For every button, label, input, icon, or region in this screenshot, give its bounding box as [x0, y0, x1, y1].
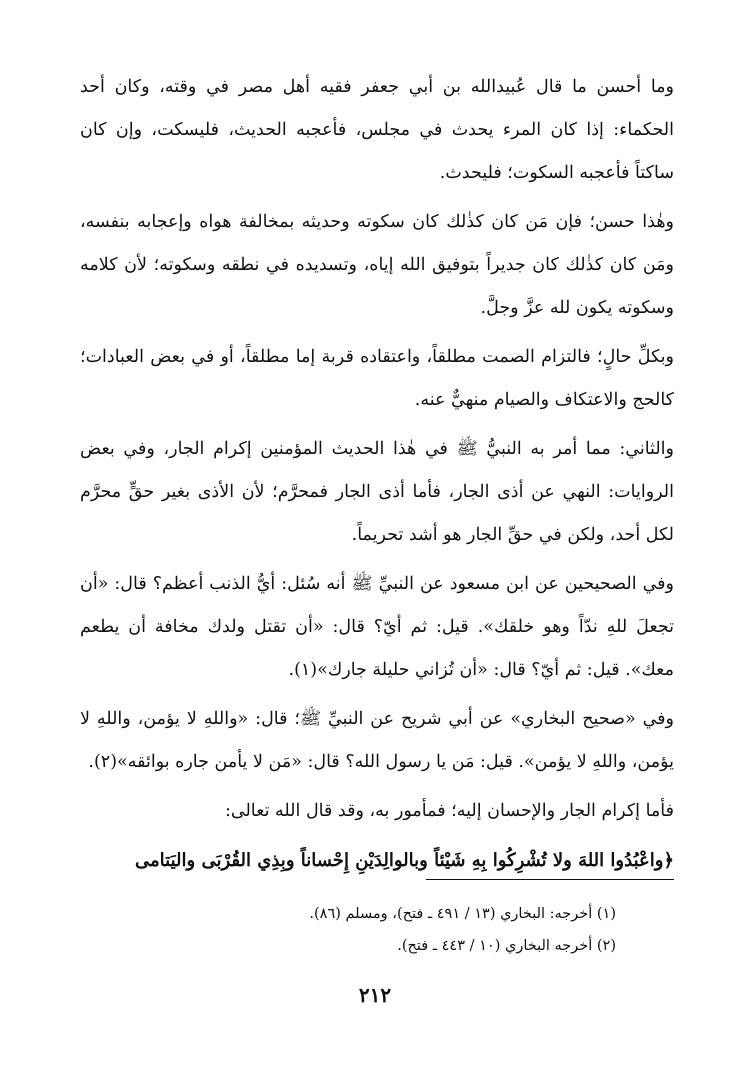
page-number: ٢١٢: [358, 983, 392, 1007]
quran-verse: ﴿واعْبُدُوا اللهَ ولا تُشْرِكُوا بِهِ شَيْئاً وبالوالِدَيْنِ إِحْساناً وبِذِي القُرْبَى واليَتامى: [135, 850, 674, 871]
paragraph-2: وهٰذا حسن؛ فإن مَن كان كذٰلك كان سكوته وحديثه بمخالفة هواه وإعجابه بنفسه، ومَن كان كذٰلك كان جديراً بتوفيق الله إياه، وتسديده في نطقه وسكوته؛ لأن كلامه وسكوته يكون لله عزَّ وجلَّ.: [80, 212, 674, 318]
paragraph-4: والثاني: مما أمر به النبيُّ ﷺ في هٰذا الحديث المؤمنين إكرام الجار، وفي بعض الروايات: النهي عن أذى الجار، فأما أذى الجار فمحرَّم؛ لأن الأذى بغير حقٍّ محرَّم لكل أحد، ولكن في حقِّ الجار هو أشد تحريماً.: [80, 439, 674, 545]
main-text: [80, 66, 674, 882]
paragraph-6: وفي «صحيح البخاري» عن أبي شريح عن النبيِّ ﷺ؛ قال: «واللهِ لا يؤمن، واللهِ لا يؤمن، واللهِ لا يؤمن». قيل: مَن يا رسول الله؟ قال: «مَن لا يأمن جاره بوائقه»(٢).: [80, 709, 674, 772]
footnote-2: (٢) أخرجه البخاري (١٠ / ٤٤٣ ـ فتح).: [397, 938, 616, 954]
footnotes: [116, 898, 616, 962]
paragraph-1: وما أحسن ما قال عُبيدالله بن أبي جعفر فقيه أهل مصر في وقته، وكان أحد الحكماء: إذا كان المرء يحدث في مجلس، فأعجبه الحديث، فليسكت، وإن كان ساكتاً فأعجبه السكوت؛ فليحدث.: [80, 77, 674, 183]
paragraph-3: وبكلِّ حالٍ؛ فالتزام الصمت مطلقاً، واعتقاده قربة إما مطلقاً، أو في بعض العبادات؛ كالحج والاعتكاف والصيام منهيٌّ عنه.: [80, 347, 674, 410]
footnote-divider: [426, 879, 674, 880]
paragraph-7: فأما إكرام الجار والإحسان إليه؛ فمأمور به، وقد قال الله تعالى:: [224, 801, 674, 821]
footnote-1: (١) أخرجه: البخاري (١٣ / ٤٩١ ـ فتح)، ومسلم (٨٦).: [309, 906, 616, 922]
paragraph-5: وفي الصحيحين عن ابن مسعود عن النبيِّ ﷺ أنه سُئل: أيُّ الذنب أعظم؟ قال: «أن تجعلَ للهِ ندّاً وهو خلقك». قيل: ثم أيّ؟ قال: «أن تقتل ولدك مخافة أن يطعم معك». قيل: ثم أيّ؟ قال: «أن تُزاني حليلة جارك»(١).: [80, 574, 674, 680]
